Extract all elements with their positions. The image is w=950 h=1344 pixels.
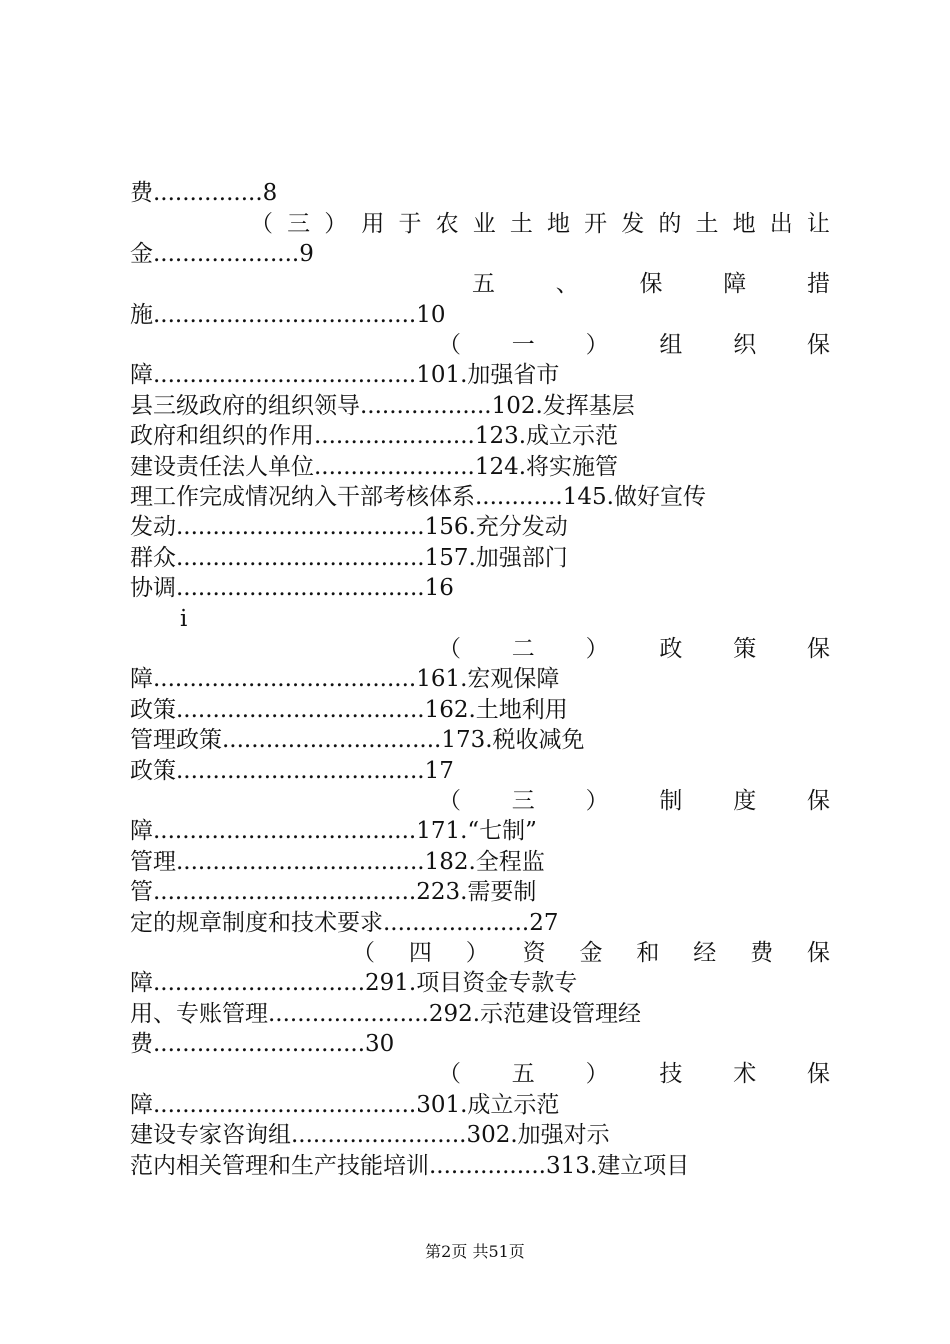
- toc-line: 障....................................171.“七制”: [130, 818, 537, 844]
- toc-heading: （ 五 ） 技 术 保: [438, 1061, 830, 1087]
- toc-line: 施....................................10: [130, 302, 446, 328]
- toc-line: 政策..................................17: [130, 758, 454, 784]
- toc-line: 金....................9: [130, 241, 314, 267]
- toc-line: 管理政策..............................173.税收减免: [130, 727, 585, 753]
- toc-heading: （ 一 ） 组 织 保: [438, 332, 830, 358]
- toc-line: 范内相关管理和生产技能培训................313.建立项目: [130, 1153, 690, 1179]
- toc-heading: （ 二 ） 政 策 保: [438, 636, 830, 662]
- toc-line: 协调..................................16: [130, 575, 454, 601]
- toc-heading: （ 四 ） 资 金 和 经 费 保: [352, 940, 830, 966]
- toc-line: 建设责任法人单位......................124.将实施管: [130, 454, 619, 480]
- toc-line: 费.............................30: [130, 1031, 395, 1057]
- toc-line: 费...............8: [130, 180, 278, 206]
- toc-line: 障....................................101.加强省市: [130, 362, 560, 388]
- toc-line: 用、专账管理......................292.示范建设管理经: [130, 1001, 642, 1027]
- toc-line: 管....................................223.需要制: [130, 879, 537, 905]
- toc-line: 障....................................161.宏观保障: [130, 666, 560, 692]
- toc-line: i: [180, 606, 188, 632]
- toc-line: 政府和组织的作用......................123.成立示范: [130, 423, 619, 449]
- toc-line: 定的规章制度和技术要求....................27: [130, 910, 559, 936]
- toc-line: 障.............................291.项目资金专款专: [130, 970, 578, 996]
- toc-line: 障....................................301.成立示范: [130, 1092, 560, 1118]
- toc-heading: （ 三 ） 用 于 农 业 土 地 开 发 的 土 地 出 让: [250, 211, 830, 237]
- toc-line: 县三级政府的组织领导..................102.发挥基层: [130, 393, 635, 419]
- toc-line: 理工作完成情况纳入干部考核体系............145.做好宣传: [130, 484, 706, 510]
- toc-line: 管理..................................182.全程监: [130, 849, 545, 875]
- toc-heading: （ 三 ） 制 度 保: [438, 788, 830, 814]
- toc-line: 群众..................................157.加强部门: [130, 545, 568, 571]
- toc-heading: 五 、 保 障 措: [472, 271, 830, 297]
- toc-line: 政策..................................162.土地利用: [130, 697, 568, 723]
- toc-line: 建设专家咨询组........................302.加强对示: [130, 1122, 610, 1148]
- toc-line: 发动..................................156.充分发动: [130, 514, 568, 540]
- page-footer: 第2页 共51页: [425, 1242, 525, 1261]
